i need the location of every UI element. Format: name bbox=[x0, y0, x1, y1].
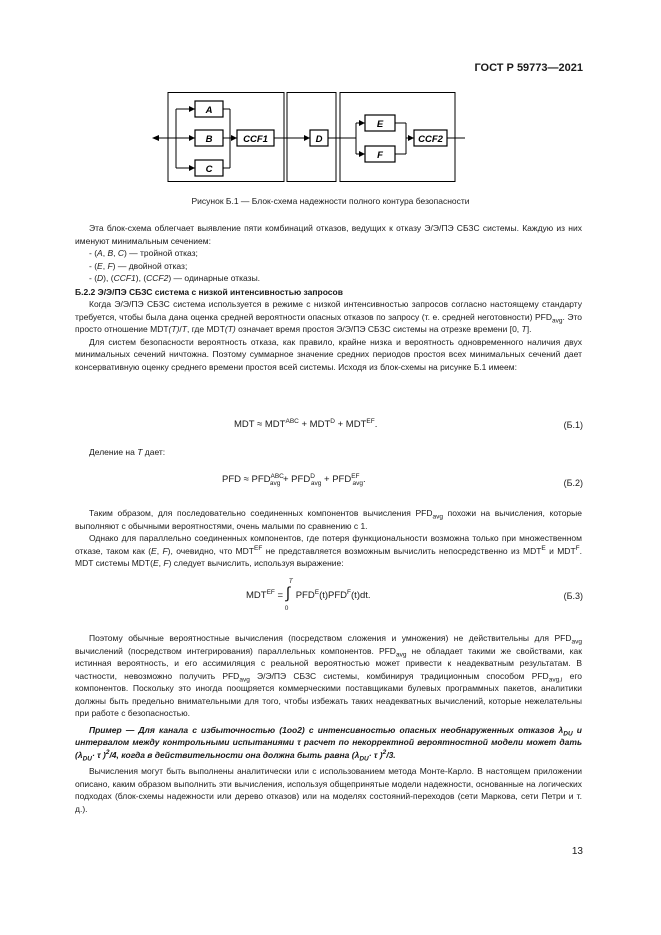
list-item: - (A, B, C) — тройной отказ; bbox=[89, 248, 198, 258]
block-b: B bbox=[205, 134, 213, 145]
figure-caption: Рисунок Б.1 — Блок-схема надежности полного контура безопасности bbox=[191, 196, 470, 206]
paragraph-parallel: Однако для параллельно соединенных компонентов, где потеря функциональности возможна только при множественном отказе, таком как (E, F), очевидно, что $MDT^{EF}$ не представляется возможным вычислить непосредственно из $MDT^E$ и $MDT^F$. MDT системы MDT(E, F) следует вычислить, используя выражение: bbox=[75, 533, 582, 568]
paragraph-intro: Эта блок-схема облегчает выявление пяти комбинаций отказов, ведущих к отказу Э/Э/ПЭ СБЗС системы. Каждую из них именуют минимальным сечением: bbox=[75, 223, 582, 246]
conclusion-block bbox=[75, 632, 582, 815]
equation-b2: PFD ≈ $PFD^{ABC}_{avg} + PFD^D_{avg} + PFD^{EF}_{avg}$. bbox=[222, 472, 366, 487]
equation-b3: $MDT^{EF}$ = T ∫ 0 $PFD^E(t)PFD^F(t)dt$. bbox=[246, 578, 371, 612]
example-note: Пример — Для канала с избыточностью (1oo2) с интенсивностью опасных необнаруженных отказов $\lambda_{DU}$ и интервалом между контрольными испытаниями τ расчет по некорректной вероятностной модели может дать ($\lambda_{DU}\cdot \tau$ )$^2$/4, когда в действительности она должна быть равна ($\lambda_{DU}\cdot \tau$ )$^2$/3. bbox=[75, 724, 582, 763]
block-f: F bbox=[377, 150, 383, 161]
paragraph-series: Таким образом, для последовательно соединенных компонентов вычисления $PFD_{avg}$ похожи на вычисления, которые выполняют с обычными вероятностями, очень малыми по сравнению с 1. bbox=[75, 508, 582, 531]
page-number: 13 bbox=[571, 846, 583, 857]
paragraph-pfd-warning: Поэтому обычные вероятностные вычисления (посредством сложения и умножения) не действительны для $PFD_{avg}$ вычислений (посредством интегрирования) параллельных компонентов. $PFD_{avg}$ не обладает такими же свойствами, как истинная вероятность, и его ассимиляция с реальной вероятностью может привести к неадекватным результатам. В частности, невозможно получить $PFD_{avg}$ Э/Э/ПЭ СБЗС системы, комбинируя традиционным способом $PFD_{avg,i}$ его компонентов. Поскольку это иногда поощряется коммерческими поставщиками булевых программных пакетов, аналитики должны быть предельно внимательными для того, чтобы избежать таких неадекватных вычислений, которые нежелательны при работе с безопасностью. bbox=[75, 633, 582, 718]
division-note: Деление на T дает: bbox=[89, 447, 166, 457]
section-heading: Б.2.2 Э/Э/ПЭ СБЗС система с низкой интенсивностью запросов bbox=[75, 286, 343, 297]
paragraph-min-cuts: Для систем безопасности вероятность отказа, как правило, крайне низка и вероятность одновременного наличия двух минимальных сечений ничтожна. Поэтому суммарное значение средних периодов простоя всех минимальных сечений дает консервативную оценку среднего времени простоя всей системы. Исходя из блок-схемы на рисунке Б.1 имеем: bbox=[75, 336, 582, 372]
series-block bbox=[75, 507, 582, 570]
equation-number-b1: (Б.1) bbox=[563, 420, 583, 430]
paragraph-methods: Вычисления могут быть выполнены аналитически или с использованием метода Монте-Карло. В настоящем приложении описано, каким образом выполнить эти вычисления, используя общепринятые модели надежности, основанные на логических подходах (блок-схемы надежности или дерево отказов) или на моделях состояний-переходов (сети Маркова, сети Петри и т. д.). bbox=[75, 766, 582, 814]
block-c: C bbox=[205, 164, 213, 175]
equation-number-b3: (Б.3) bbox=[563, 591, 583, 601]
equation-number-b2: (Б.2) bbox=[563, 478, 583, 488]
list-item: - (E, F) — двойной отказ; bbox=[89, 260, 188, 271]
equation-b1: MDT ≈ $MDT^{ABC} + MDT^D + MDT^{EF}$. bbox=[234, 417, 378, 430]
intro-block bbox=[75, 222, 582, 373]
block-e: E bbox=[376, 119, 384, 130]
block-ccf1: CCF1 bbox=[243, 134, 268, 145]
block-ccf2: CCF2 bbox=[418, 134, 443, 145]
standard-header: ГОСТ Р 59773—2021 bbox=[474, 62, 583, 74]
paragraph-low-demand: Когда Э/Э/ПЭ СБЗС система используется в режиме с низкой интенсивностью запросов согласно настоящему стандарту требуется, чтобы была дана оценка средней вероятности опасных отказов по запросу (т. е. средней неготовности) $PFD_{avg}$. Это просто отношение MDT(T)/T, где MDT(T) означает время простоя Э/Э/ПЭ СБЗС системы на отрезке времени [0, T]. bbox=[75, 299, 582, 334]
block-d: D bbox=[315, 134, 323, 145]
list-item: - (D), (CCF1), (CCF2) — одинарные отказы. bbox=[89, 273, 261, 283]
reliability-block-diagram bbox=[150, 92, 470, 186]
block-a: A bbox=[205, 105, 213, 116]
